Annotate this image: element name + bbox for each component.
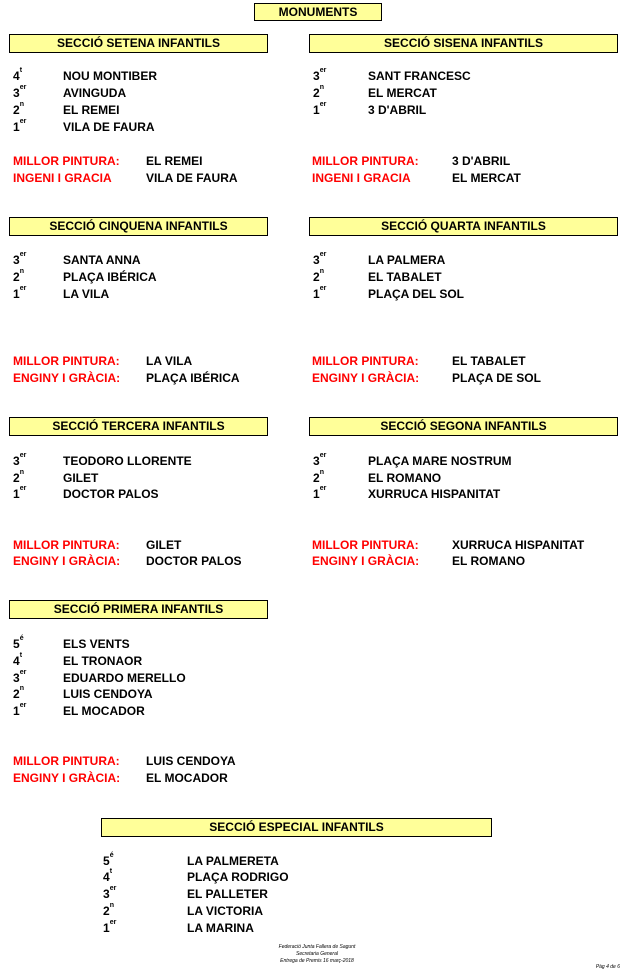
section-especial-title: SECCIÓ ESPECIAL INFANTILS [101,818,492,837]
section-sisena-title: SECCIÓ SISENA INFANTILS [309,34,618,53]
page-footer [217,944,417,965]
page-title: MONUMENTS [254,3,382,21]
footer-event: Entrega de Premis 16 març-2018 [280,958,354,964]
section-setena-title: SECCIÓ SETENA INFANTILS [9,34,268,53]
section-segona-title: SECCIÓ SEGONA INFANTILS [309,417,618,436]
page-number: Pàg 4 de 6 [595,964,620,970]
section-quarta-title: SECCIÓ QUARTA INFANTILS [309,217,618,236]
section-tercera-title: SECCIÓ TERCERA INFANTILS [9,417,268,436]
footer-dept: Secretaria General [296,951,338,957]
section-cinquena-title: SECCIÓ CINQUENA INFANTILS [9,217,268,236]
footer-org: Federació Junta Fallera de Sagunt [278,944,356,950]
section-primera-title: SECCIÓ PRIMERA INFANTILS [9,600,268,619]
